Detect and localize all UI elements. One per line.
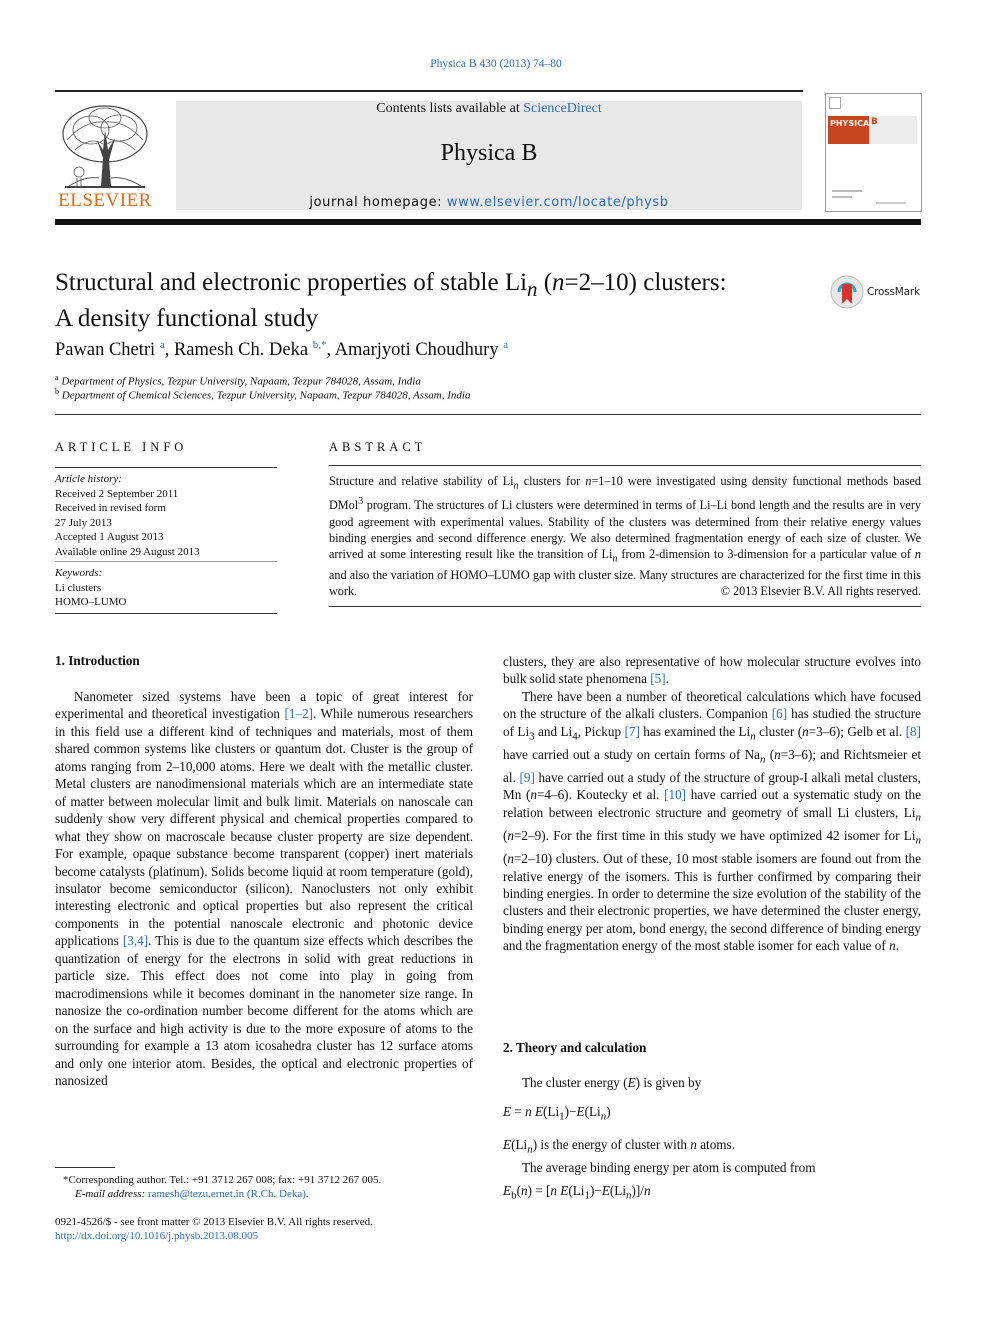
abstract-subscript: n: [513, 480, 519, 492]
journal-homepage-link[interactable]: www.elsevier.com/locate/physb: [446, 195, 669, 210]
text-run: atoms.: [696, 1137, 735, 1152]
eq-symbol: E: [601, 1183, 610, 1198]
affiliation-mark: b: [55, 387, 59, 396]
text-run: and Li: [534, 723, 573, 739]
subscript: n: [750, 730, 756, 743]
title-part: Structural and electronic properties of stable Li: [55, 269, 528, 296]
title-variable: n: [552, 269, 565, 296]
eq-symbol: n: [643, 1183, 651, 1198]
reference-link[interactable]: [6]: [771, 706, 788, 722]
paragraph: [55, 688, 473, 1089]
body-column-left: [55, 688, 473, 1089]
body-column-right: [503, 653, 921, 955]
author-name[interactable]: Pawan Chetri: [55, 340, 156, 361]
subscript: n: [915, 811, 921, 824]
equation-explanation: [503, 1136, 921, 1177]
text-run: clusters, they are also representative of how molecular structure evolves into bulk solid state phenomena: [503, 654, 921, 687]
eq-symbol: n: [520, 1183, 528, 1198]
variable: n: [889, 938, 896, 954]
affiliation: [55, 373, 421, 388]
variable: E: [627, 1075, 636, 1090]
variable: n: [507, 851, 514, 867]
text-run: =3–6); Gelb et al.: [808, 723, 906, 739]
cover-letter-block: [869, 116, 917, 144]
keywords: [55, 566, 285, 610]
article-info-bottom-rule: [55, 613, 277, 614]
equation-cluster-energy: E = n $E(Li_1)-E(Li_n)$: [503, 1104, 611, 1123]
subscript: n: [760, 753, 766, 766]
text-run: Nanometer sized systems have been a topic of great interest for experimental and theoretical investigation: [55, 689, 473, 722]
variable: n: [802, 723, 809, 739]
cover-logo-icon: [829, 97, 841, 109]
text-run: (Li: [511, 1137, 528, 1152]
variable: n: [507, 828, 514, 843]
keyword: HOMO–LUMO: [55, 596, 127, 608]
abstract-rule: [329, 465, 921, 466]
author-name[interactable]: Amarjyoti Choudhury: [334, 340, 499, 361]
eq-symbol: E: [503, 1183, 512, 1198]
eq-subscript: n: [600, 1110, 607, 1123]
eq-subscript: 1: [584, 1189, 590, 1202]
journal-homepage-line: [176, 195, 802, 210]
abstract-bottom-rule: [329, 606, 921, 607]
abstract-subscript: n: [612, 552, 618, 564]
text-run: have carried out a study of the structure of group-I alkali metal clusters, Mn (: [503, 770, 921, 803]
paragraph: [503, 1074, 921, 1091]
journal-cover-thumbnail[interactable]: [825, 93, 922, 212]
affiliation-text: Department of Physics, Tezpur University, Napaam, Tezpur 784028, Assam, India: [61, 375, 421, 388]
reference-link[interactable]: [10]: [664, 787, 687, 803]
text-run: (: [765, 746, 775, 762]
abstract-variable: n: [585, 474, 592, 488]
explanation-line: [503, 1136, 921, 1159]
abstract-copyright: © 2013 Elsevier B.V. All rights reserved.: [720, 584, 921, 598]
text-run: ) is given by: [635, 1075, 702, 1090]
text-run: have carried out a study on certain forms of Na: [503, 746, 761, 762]
cover-line: [876, 202, 906, 204]
header-rule: [55, 219, 921, 225]
theory-paragraph: [503, 1074, 921, 1091]
header-top-rule: [55, 90, 803, 92]
text-run: The cluster energy (: [522, 1075, 628, 1090]
reference-link[interactable]: [3,4]: [122, 933, 149, 949]
abstract-superscript: 3: [358, 496, 364, 508]
paragraph-continued: [503, 653, 921, 688]
crossmark-label: CrossMark: [867, 286, 920, 298]
reference-link[interactable]: [1–2]: [284, 706, 314, 722]
equation-binding-energy: $E_b(n) = [n$ $E(Li_1)-E(Li_n)]/n$: [503, 1183, 651, 1202]
history-item: Received in revised form: [55, 502, 166, 514]
article-title: [55, 268, 815, 334]
variable: n: [530, 787, 537, 803]
text-run: has studied the structure of Li: [503, 706, 922, 739]
abstract-part: Structure and relative stability of Li: [329, 474, 514, 488]
eq-subscript: b: [511, 1189, 517, 1202]
issn-line: 0921-4526/$ - see front matter © 2013 Elsevier B.V. All rights reserved.: [55, 1216, 373, 1228]
history-item: 27 July 2013: [55, 516, 112, 529]
text-run: =2–9). For the first time in this study we have optimized 42 isomer for Li: [514, 828, 916, 843]
article-info-heading: ARTICLE INFO: [55, 440, 188, 454]
article-info-rule: [55, 467, 277, 468]
title-rule: [55, 414, 921, 415]
reference-link[interactable]: [5]: [650, 671, 666, 687]
variable: n: [774, 746, 781, 762]
affiliation-marker[interactable]: b,*: [312, 339, 327, 351]
subscript: n: [527, 1143, 533, 1156]
text-run: have carried out a systematic study on the relation between electronic structure and geometry of small Li clusters, Li: [503, 787, 921, 820]
contents-prefix: Contents lists available at: [376, 101, 524, 116]
text-run: There have been a number of theoretical calculations which have focused on the structure of the alkali clusters. Companion: [503, 688, 921, 722]
text-run: .: [895, 938, 899, 954]
affiliation: [55, 387, 470, 402]
author-list: [55, 339, 508, 361]
homepage-prefix: journal homepage:: [309, 195, 447, 210]
crossmark-badge[interactable]: [829, 274, 924, 310]
affiliation-marker[interactable]: a: [503, 339, 509, 351]
cover-title-block: [828, 116, 869, 144]
text-run: has examined the Li: [639, 723, 751, 739]
author-name[interactable]: Ramesh Ch. Deka: [173, 340, 309, 361]
article-info-divider: [55, 561, 277, 562]
variable: E: [503, 1137, 512, 1152]
elsevier-wordmark: ELSEVIER: [58, 190, 152, 211]
history-item: Received 2 September 2011: [55, 487, 179, 500]
reference-link[interactable]: [7]: [624, 723, 640, 739]
cover-title: PHYSICA: [830, 119, 870, 128]
author-separator: ,: [326, 340, 335, 361]
email-note: [75, 1188, 309, 1200]
crossmark-icon: [829, 274, 865, 310]
journal-citation[interactable]: Physica B 430 (2013) 74–80: [430, 58, 562, 70]
text-run: .: [665, 671, 669, 687]
text-run: (: [503, 828, 508, 843]
elsevier-logo[interactable]: [55, 100, 155, 212]
abstract-part: program. The structures of Li clusters were determined in terms of Li–Li bond length and the results are in very good agreement with experimental values. Stability of the clusters was determined from their relative energy values binding energies and second difference energy. We also determined fragmentation energy of each size of cluster. We arrived at some interesting result like the transition of Li: [329, 498, 921, 561]
history-item: Accepted 1 August 2013: [55, 531, 164, 543]
contents-line: [176, 101, 802, 117]
text-run: cluster (: [755, 723, 803, 739]
title-line-2: A density functional study: [55, 305, 319, 332]
text-run: (: [503, 851, 508, 867]
abstract-part: clusters for: [518, 474, 586, 488]
subscript: n: [915, 834, 921, 847]
cover-line: [832, 190, 862, 192]
variable: n: [690, 1137, 697, 1152]
text-run: =2–10) clusters. Out of these, 10 most stable isomers are found out from the relative energy of the isomers. This is further confirmed by comparing their binding energies. In order to determine the size evolution of the stability of the clusters and their electronic properties, we have determined the cluster energy, binding energy per atom, bond energy, the second difference of binding energy and the fragmentation energy of the most stable isomer for each value of: [503, 851, 921, 954]
reference-link[interactable]: [8]: [905, 723, 921, 739]
paragraph: [503, 688, 921, 955]
article-history: [55, 472, 285, 559]
cover-line: [832, 196, 852, 198]
text-run: =3–6); and Richtsmeier et al.: [503, 746, 921, 785]
doi-link-text[interactable]: http://dx.doi.org/10.1016/j.physb.2013.08.005: [55, 1230, 259, 1242]
abstract-part: from 2-dimension to 3-dimension for a particular value of: [617, 546, 915, 561]
section-heading-introduction: 1. Introduction: [55, 653, 140, 668]
abstract-heading: ABSTRACT: [329, 440, 427, 454]
abstract-text: [329, 473, 921, 599]
history-label: Article history:: [55, 473, 122, 485]
eq-symbol: n E: [525, 1104, 544, 1119]
reference-link[interactable]: [9]: [519, 770, 535, 785]
abstract-part: =1–10 were investigated using density functional methods based DMol: [329, 474, 921, 513]
explanation-line: The average binding energy per atom is computed from: [522, 1160, 816, 1176]
eq-subscript: 1: [559, 1110, 565, 1123]
email-label: E-mail address:: [75, 1188, 148, 1200]
keyword: Li clusters: [55, 581, 102, 594]
abstract-part: and also the variation of HOMO–LUMO gap with cluster size. Many structures are characterized for the first time in this work.: [329, 567, 921, 598]
title-part: =2–10) clusters:: [564, 269, 727, 296]
text-run: . This is due to the quantum size effects which describes the quantization of energy for the electrons in solid with great reductions in particle size. This effect does not come into play in going from macrodimensions while it becomes dominant in the nanometer size range. In nanosize the co-ordination number become different for the atoms which are on the surface and high activity is due to the more exposure of atoms to the surrounding for example a 13 atom icosahedra cluster has 12 surface atoms and only one interior atom. Besides, the optical and electronic properties of nanosized: [55, 933, 473, 1088]
email-link[interactable]: ramesh@tezu.ernet.in (R.Ch. Deka).: [147, 1188, 309, 1200]
eq-symbol: n E: [550, 1183, 569, 1198]
text-run: . While numerous researchers in this field use a different kind of techniques and materials, most of them shared common systems like clusters or quantum dot. Cluster is the group of atoms ranging from 2–10,000 atoms. Here we dealt with the metallic cluster. Metal clusters are nanodimensional materials which are an intermediate state of matter between molecular limit and bulk limit. Materials on nanoscale can suddenly show very different physical and chemical properties compared to what they show on macroscale because cluster property are size dependent. For example, opaque substance become transparent (copper) inert materials become catalysts (platinum). Solids become liquid at room temperature (gold), insulator become semiconductor (silicon). Nanoclusters not only exhibit interesting electronic and optical properties but also represent the critical components in the potential nanoscale electronic and photonic device applications: [55, 706, 473, 949]
doi-link[interactable]: [55, 1230, 258, 1242]
eq-subscript: n: [626, 1189, 632, 1202]
title-subscript: n: [527, 277, 538, 301]
sciencedirect-link[interactable]: ScienceDirect: [523, 101, 602, 116]
abstract-variable: n: [914, 546, 921, 561]
history-item: Available online 29 August 2013: [55, 545, 200, 558]
section-heading-theory: 2. Theory and calculation: [503, 1040, 647, 1055]
author-separator: ,: [164, 340, 174, 361]
text-run: ) is the energy of cluster with: [532, 1137, 691, 1152]
footnote-rule: [55, 1167, 115, 1168]
eq-symbol: E: [576, 1104, 585, 1119]
affiliation-marker[interactable]: a: [159, 339, 165, 351]
text-run: =4–6). Koutecky et al.: [536, 787, 665, 803]
subscript: 4: [572, 730, 578, 743]
cover-letter: B: [871, 117, 878, 127]
journal-name: Physica B: [440, 140, 538, 166]
keywords-label: Keywords:: [55, 567, 103, 579]
affiliation-text: Department of Chemical Sciences, Tezpur University, Napaam, Tezpur 784028, Assam, India: [61, 389, 471, 402]
title-part: (: [537, 269, 553, 296]
affiliation-mark: a: [55, 373, 59, 382]
subscript: 3: [529, 730, 535, 743]
eq-symbol: E: [503, 1104, 512, 1119]
corresponding-author-note: *Corresponding author. Tel.: +91 3712 267 008; fax: +91 3712 267 005.: [63, 1174, 382, 1186]
text-run: , Pickup: [577, 723, 625, 739]
